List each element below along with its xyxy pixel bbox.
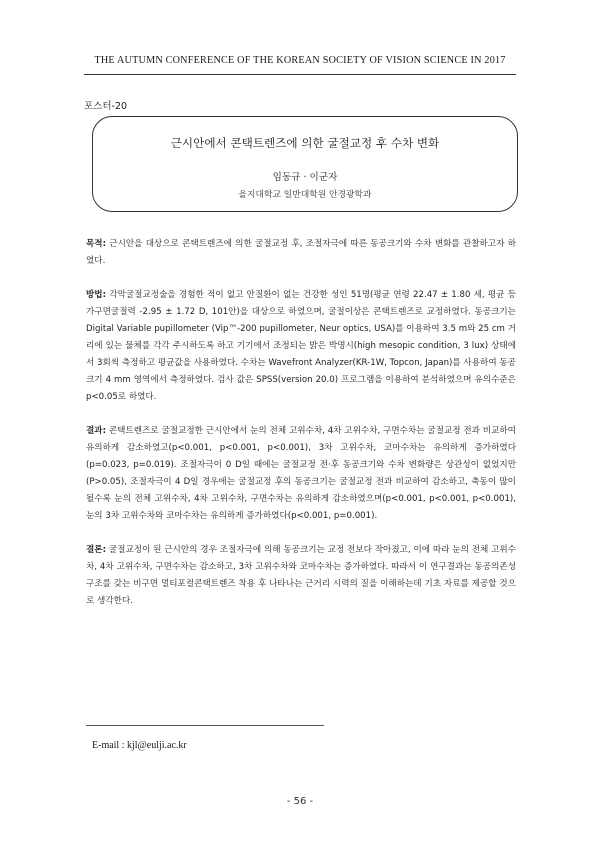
affiliation: 을지대학교 일반대학원 안경광학과 (238, 190, 372, 200)
section-text: 콘택트렌즈로 굴절교정한 근시안에서 눈의 전체 고위수차, 4차 고위수차, 구면수차는 굴절교정 전과 비교하여 유의하게 감소하였고(p<0.001, p<0.001, p<0.001), 3차 고위수차, 코마수차는 유의하게 증가하였다(p=0.023, p=0.019). 조절자극이 0 D일 때에는 굴절교정 전·후 동공크기와 수차 변화량은 상관성이 없었지만(P>0.05), 조절자극이 4 D일 경우에는 굴절교정 후의 동공크기는 굴절교정 전과 비교하여 감소하고, 축동이 많이 될수록 눈의 전체 고위수차, 4차 고위수차, 구면수차는 유의하게 감소하였으며(p<0.001, p<0.001, p<0.001), 눈의 3차 고위수차와 코마수차는 유의하게 증가하였다(p<0.001, p=0.001). (86, 426, 516, 521)
section-text: 근시안을 대상으로 콘택트렌즈에 의한 굴절교정 후, 조절자극에 따른 동공크기와 수차 변화를 관찰하고자 하였다. (86, 239, 516, 266)
footnote-rule (86, 725, 324, 726)
section-label: 결과: (86, 426, 107, 436)
section-label: 결론: (86, 545, 107, 555)
section-purpose (86, 236, 516, 270)
authors: 임동규 · 이군자 (272, 172, 338, 183)
header-rule (84, 74, 516, 75)
section-label: 방법: (86, 290, 107, 300)
section-text: 각막굴절교정술을 경험한 적이 없고 안질환이 없는 건강한 성인 51명(평균 연령 22.47 ± 1.80 세, 평균 등가구면굴절력 -2.95 ± 1.72 D, 101안)을 대상으로 하였으며, 굴절이상은 콘택트렌즈로 교정하였다. 동공크기는 Digital Variable pupillometer (Vip™-200 pupillometer, Neur optics, USA)를 이용하여 3.5 m와 25 cm 거리에 있는 물체를 각각 주시하도록 하고 기기에서 조정되는 밝은 박명시(high mesopic condition, 3 lux) 상태에서 3회씩 측정하고 평균값을 사용하였다. 수차는 Wavefront Analyzer(KR-1W, Topcon, Japan)를 사용하여 동공크기 4 mm 영역에서 측정하였다. 검사 값은 SPSS(version 20.0) 프로그램을 이용하여 분석하였으며 유의수준은 p<0.05로 하였다. (86, 290, 516, 402)
section-results (86, 423, 516, 525)
paper-title: 근시안에서 콘택트렌즈에 의한 굴절교정 후 수차 변화 (170, 136, 440, 150)
footnote-email: E-mail : kjl@eulji.ac.kr (92, 740, 187, 751)
poster-label: 포스터-20 (84, 101, 128, 112)
page-number: - 56 - (286, 796, 314, 807)
section-text: 굴절교정이 된 근시안의 경우 조절자극에 의해 동공크기는 교정 전보다 작아졌고, 이에 따라 눈의 전체 고위수차, 4차 고위수차, 구면수차는 감소하고, 3차 고위수차와 코마수차는 증가하였다. 따라서 이 연구결과는 동공의존성 구조를 갖는 비구면 멀티포컬콘택트렌즈 착용 후 나타나는 근거리 시력의 질을 이해하는데 기초 자료를 제공할 것으로 생각한다. (86, 545, 516, 606)
section-label: 목적: (86, 239, 107, 249)
abstract-body (86, 236, 516, 627)
title-box (92, 116, 518, 212)
section-conclusion (86, 542, 516, 610)
running-head: THE AUTUMN CONFERENCE OF THE KOREAN SOCIETY OF VISION SCIENCE IN 2017 (94, 55, 506, 66)
section-methods (86, 287, 516, 406)
